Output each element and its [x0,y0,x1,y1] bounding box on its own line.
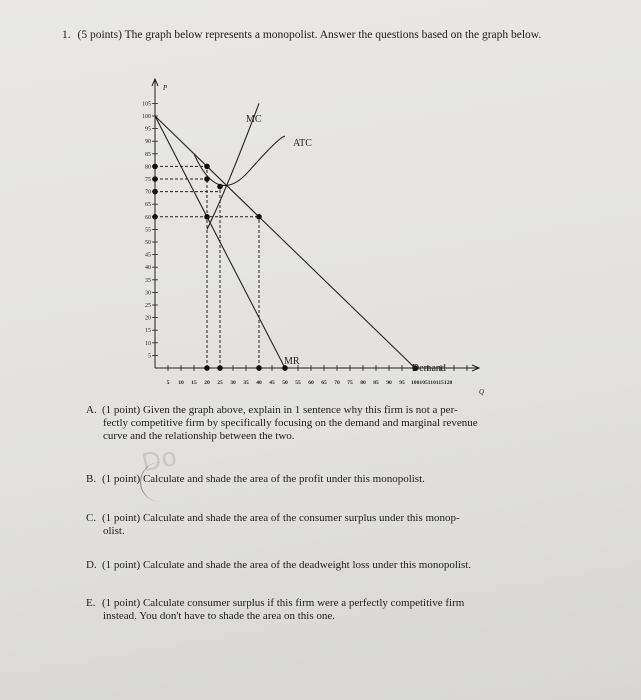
part-points: (1 point) [102,597,141,609]
point-marker [152,189,158,195]
y-tick-label: 30 [145,290,151,297]
y-tick-label: 40 [145,265,151,272]
x-tick-label: 90 [386,380,392,386]
point-marker [217,365,223,371]
y-tick-label: 85 [145,151,151,158]
part-points: (1 point) [102,404,141,416]
y-tick-label: 25 [145,303,151,309]
y-tick-label: 45 [145,252,151,259]
x-tick-label: 45 [269,380,275,386]
x-tick-label: 35 [243,380,249,386]
point-marker [152,214,158,220]
y-tick-label: 10 [145,340,151,347]
demand-label: Demand [412,363,446,374]
part-line: Calculate and shade the area of the deadweight loss under this monopolist. [142,559,472,571]
mr-label: MR [284,356,300,367]
part-e [86,597,556,623]
part-letter: B. [86,473,97,485]
point-marker [152,164,158,170]
point-marker [204,365,210,371]
part-letter: C. [86,512,97,524]
part-letter: A. [86,404,97,416]
y-tick-label: 60 [145,214,151,221]
y-tick-label: 70 [145,189,151,196]
y-tick-label: 5 [148,353,151,360]
x-tick-label: 15 [191,380,197,386]
x-tick-label: 55 [295,380,301,386]
watermark: Do [139,440,180,478]
point-marker [152,176,158,182]
point-marker [204,164,210,170]
y-axis-label: P [163,84,168,92]
part-letter: D. [86,559,97,571]
y-tick-label: 95 [145,126,151,133]
point-marker [204,176,210,182]
y-tick-label: 65 [145,202,151,209]
point-marker [217,184,223,190]
x-tick-label: 65 [321,380,327,386]
y-tick-label: 75 [145,177,151,183]
part-d [86,559,556,572]
part-points: (1 point) [102,559,141,571]
part-line: fectly competitive firm by specifically focusing on the demand and marginal revenue [103,417,478,429]
y-tick-label: 55 [145,227,151,234]
y-tick-label: 15 [145,328,151,335]
x-tick-label: 85 [373,380,379,386]
y-tick-label: 105 [142,101,151,108]
x-tick-label: 50 [282,380,288,386]
point-marker [256,365,262,371]
x-tick-label: 5 [166,380,170,386]
x-tick-label: 100105110115120 [411,380,453,386]
x-tick-label: 20 [204,380,210,386]
x-axis-label: Q [479,388,485,396]
question-text: (5 points) The graph below represents a monopolist. Answer the questions based on the graph below. [77,29,542,41]
mc-label: MC [246,114,262,125]
part-points: (1 point) [102,512,141,524]
question-number: 1. [62,29,71,41]
y-tick-label: 100 [142,114,151,120]
y-tick-label: 20 [145,315,151,322]
part-line: Calculate and shade the area of the consumer surplus under this monop- [142,512,460,524]
atc-label: ATC [293,138,312,149]
y-tick-label: 80 [145,164,151,171]
y-tick-label: 50 [145,240,151,246]
x-tick-label: 95 [399,380,405,386]
part-points: (1 point) [102,473,141,485]
x-tick-label: 70 [334,380,340,386]
part-a [86,404,556,443]
part-line: Calculate and shade the area of the profit under this monopolist. [142,473,425,485]
point-marker [204,214,210,220]
part-b [86,473,556,486]
y-tick-label: 90 [145,139,151,146]
part-line: Calculate consumer surplus if this firm were a perfectly competitive firm [142,597,465,609]
part-line: olist. [103,525,125,537]
x-tick-label: 10 [178,380,184,386]
y-tick-label: 35 [145,277,151,284]
part-line: Given the graph above, explain in 1 sentence why this firm is not a per- [142,404,458,416]
point-marker [256,214,262,220]
x-tick-label: 80 [360,380,366,386]
x-tick-label: 60 [308,380,314,386]
x-tick-label: 75 [347,380,353,386]
part-line: instead. You don't have to shade the area on this one. [103,610,336,622]
x-tick-label: 30 [230,380,236,386]
part-line: curve and the relationship between the two. [103,430,295,442]
x-tick-label: 40 [256,380,262,386]
part-letter: E. [86,597,96,609]
x-tick-label: 25 [217,380,223,386]
part-c [86,512,556,538]
